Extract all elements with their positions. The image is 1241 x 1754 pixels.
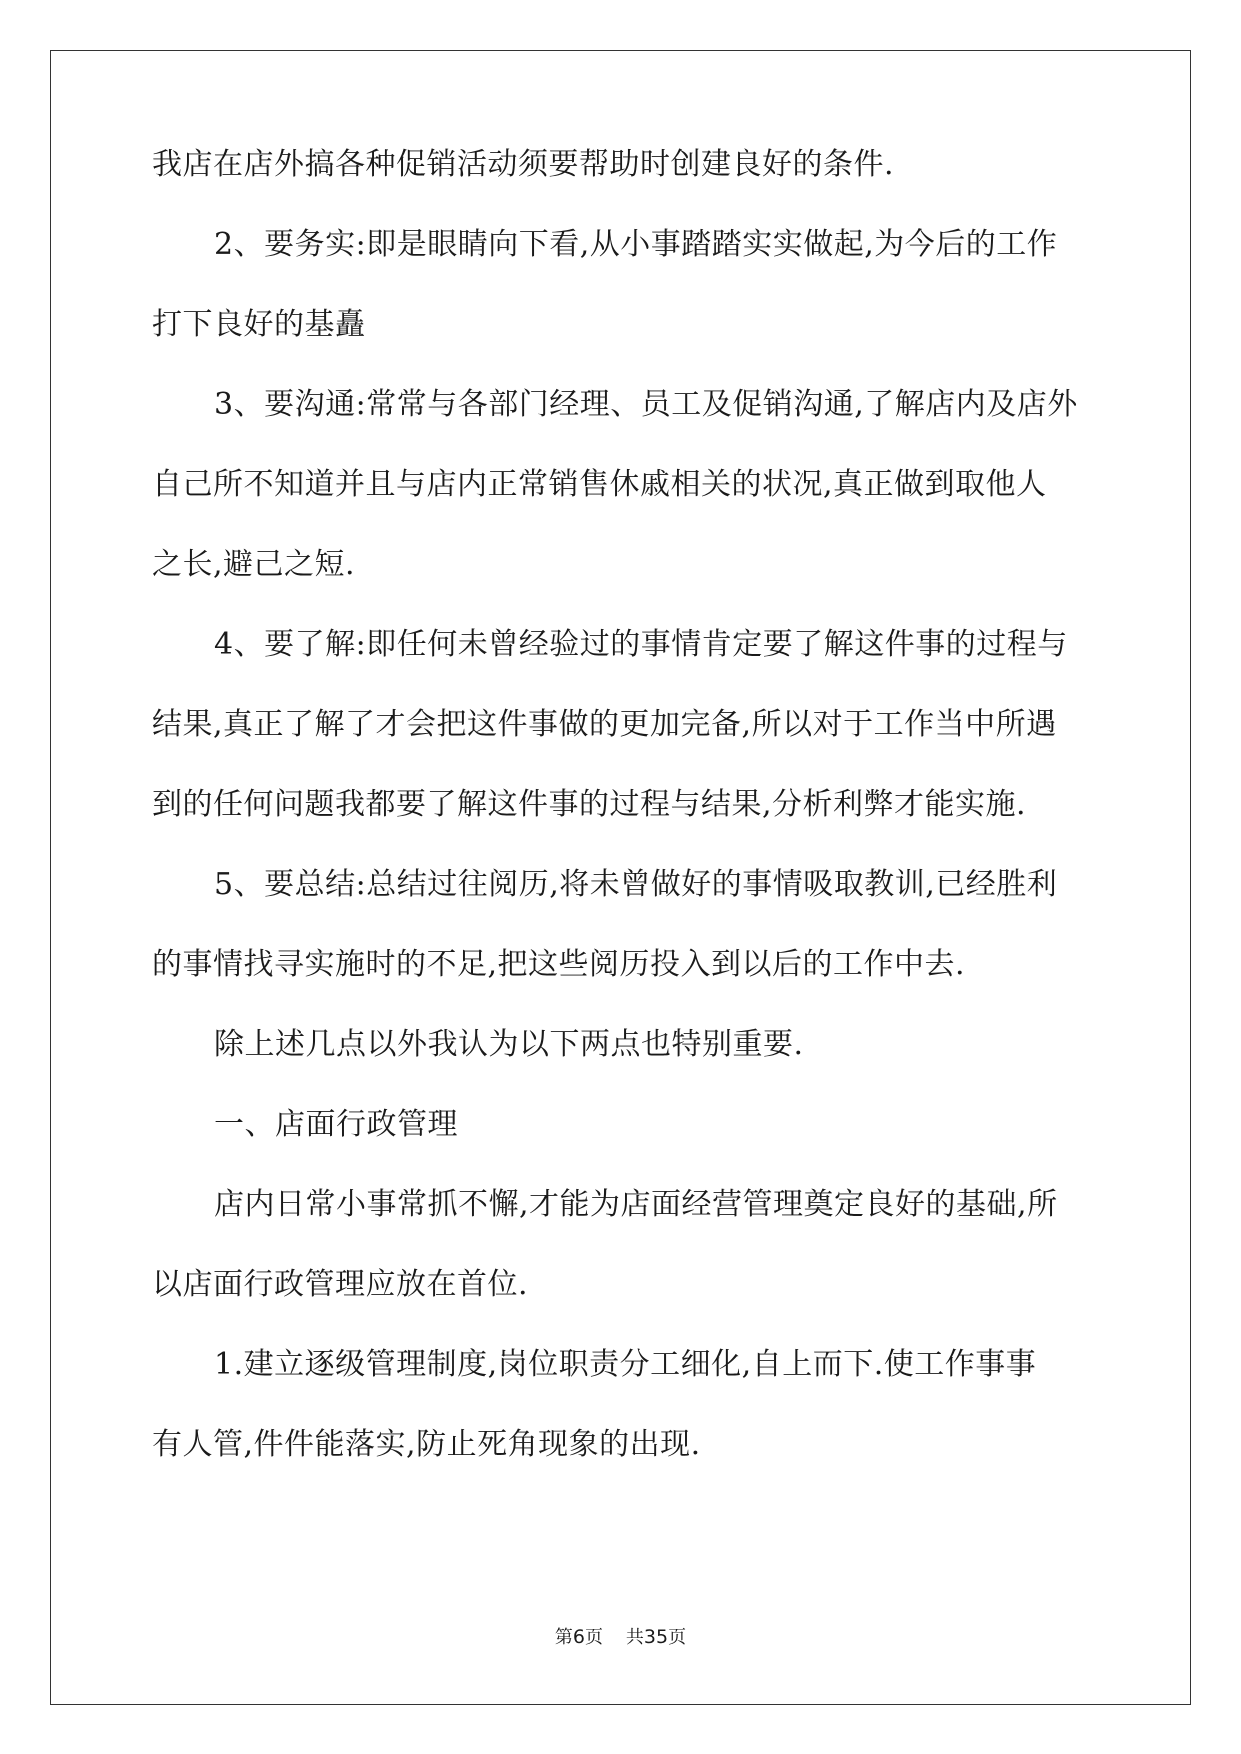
text-line: 一、店面行政管理 — [214, 1107, 458, 1142]
text-line: 自己所不知道并且与店内正常销售休戚相关的状况,真正做到取他人 — [152, 467, 1047, 502]
document-body — [152, 134, 1087, 1494]
text-line: 以店面行政管理应放在首位. — [152, 1267, 529, 1302]
text-line: 5、要总结:总结过往阅历,将未曾做好的事情吸取教训,已经胜利 — [214, 867, 1058, 902]
text-line: 4、要了解:即任何未曾经验过的事情肯定要了解这件事的过程与 — [214, 627, 1068, 662]
text-line: 店内日常小事常抓不懈,才能为店面经营管理奠定良好的基础,所 — [214, 1187, 1058, 1222]
total-page-number: 35 — [643, 1626, 669, 1648]
text-line: 的事情找寻实施时的不足,把这些阅历投入到以后的工作中去. — [152, 947, 966, 982]
text-line: 结果,真正了解了才会把这件事做的更加完备,所以对于工作当中所遇 — [152, 707, 1057, 742]
text-line: 到的任何问题我都要了解这件事的过程与结果,分析利弊才能实施. — [152, 787, 1027, 822]
text-line: 2、要务实:即是眼睛向下看,从小事踏踏实实做起,为今后的工作 — [214, 227, 1058, 262]
text-line: 我店在店外搞各种促销活动须要帮助时创建良好的条件. — [152, 147, 895, 182]
text-line: 除上述几点以外我认为以下两点也特别重要. — [214, 1027, 804, 1062]
footer-total-prefix: 共 — [625, 1627, 644, 1648]
text-line: 3、要沟通:常常与各部门经理、员工及促销沟通,了解店内及店外 — [214, 387, 1078, 422]
text-line: 之长,避己之短. — [152, 547, 356, 582]
current-page-number: 6 — [572, 1626, 585, 1648]
footer-prefix: 第 — [554, 1627, 573, 1648]
text-line: 有人管,件件能落实,防止死角现象的出现. — [152, 1427, 701, 1462]
text-line: 打下良好的基矗 — [152, 307, 366, 342]
text-line: 1.建立逐级管理制度,岗位职责分工细化,自上而下.使工作事事 — [214, 1347, 1037, 1382]
page-footer — [0, 1623, 1241, 1649]
footer-page-suffix: 页 — [585, 1627, 603, 1648]
footer-total-suffix: 页 — [668, 1627, 687, 1648]
